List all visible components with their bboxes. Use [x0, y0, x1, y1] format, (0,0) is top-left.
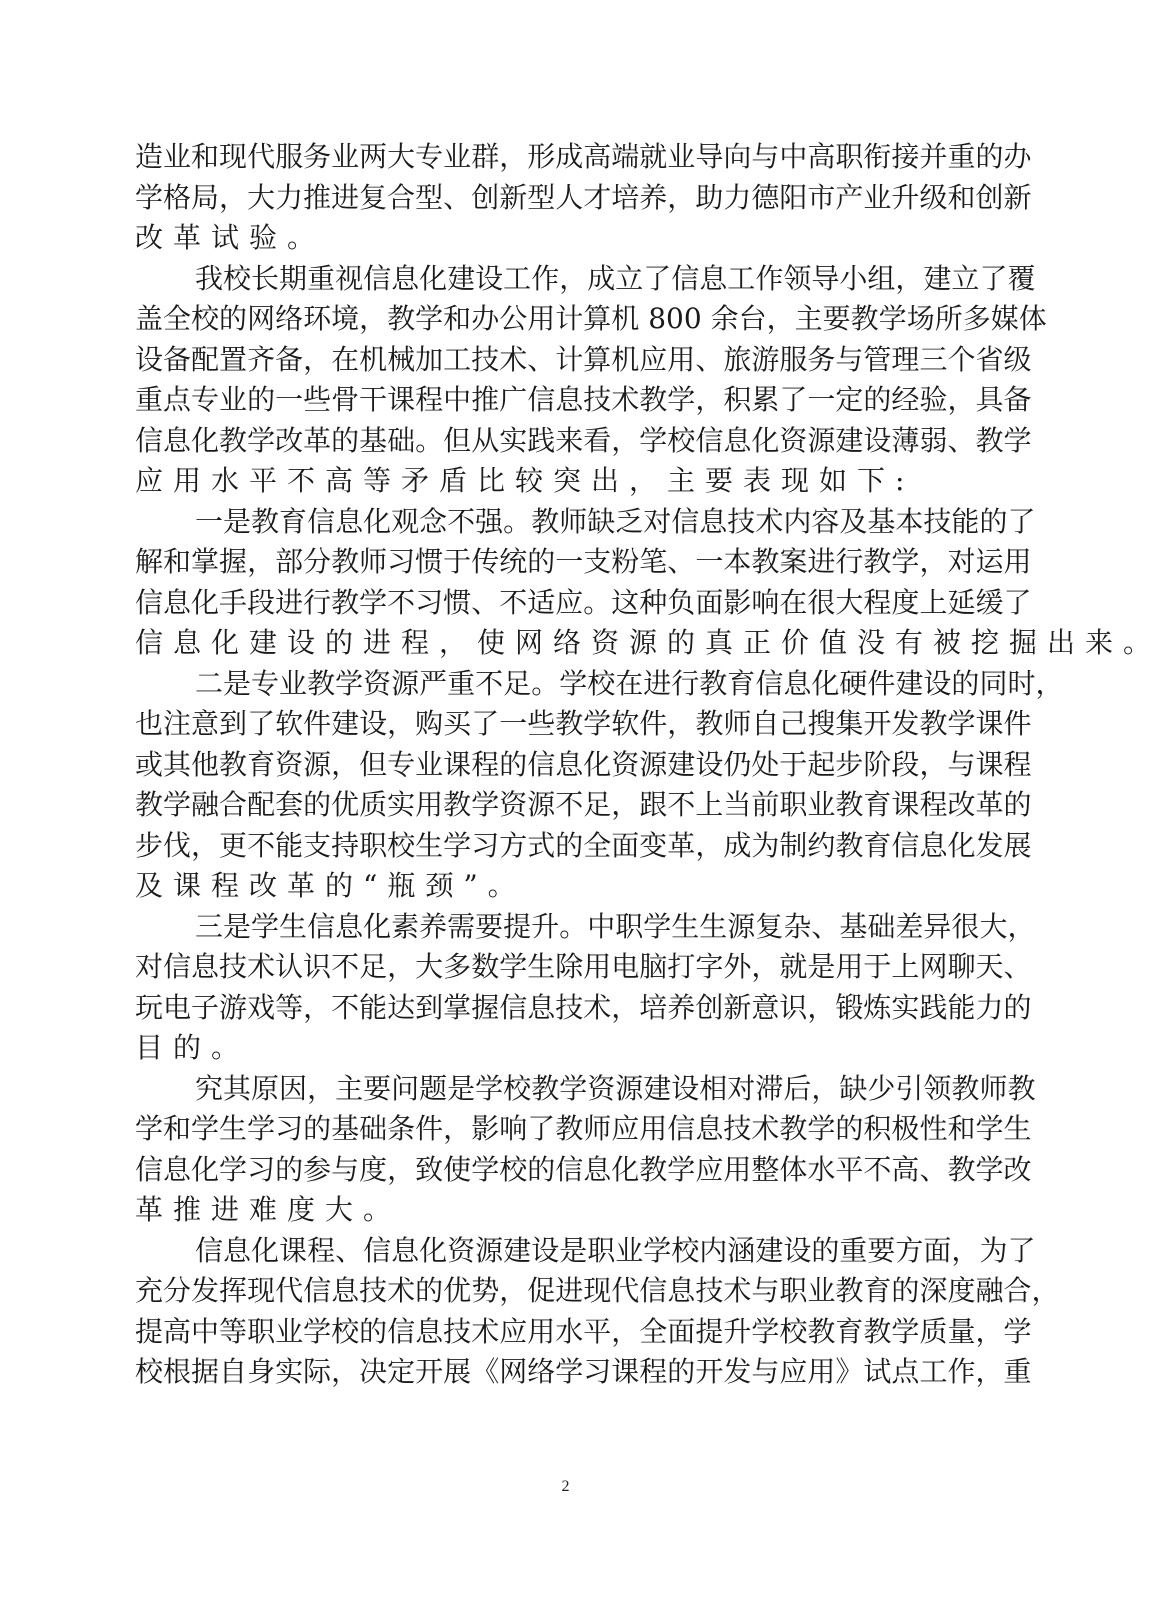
- text-line: 革推进难度大。: [135, 1193, 402, 1226]
- paragraph: [135, 259, 1047, 502]
- text-line: 我 校 长 期 重 视 信 息 化 建 设 工 作 ， 成 立 了 信 息 工 作 领 导 小 组 ， 建 立 了 覆: [195, 261, 1036, 295]
- document-body: [135, 137, 1161, 1393]
- text-line: 也 注 意 到 了 软 件 建 设 ， 购 买 了 一 些 教 学 软 件 ， 教 师 自 己 搜 集 开 发 教 学 课 件: [135, 707, 1032, 740]
- text-line: 校 根 据 自 身 实 际 ， 决 定 开 展 《 网 络 学 习 课 程 的 开 发 与 应 用 》 试 点 工 作 ， 重: [135, 1355, 1032, 1388]
- text-line: 究 其 原 因 ， 主 要 问 题 是 学 校 教 学 资 源 建 设 相 对 滞 后 ， 缺 少 引 领 教 师 教: [195, 1071, 1036, 1105]
- text-line: 信 息 化 手 段 进 行 教 学 不 习 惯 、 不 适 应 。 这 种 负 面 影 响 在 很 大 程 度 上 延 缓 了: [135, 585, 1032, 619]
- text-line: 信息化建设的进程，使网络资源的真正价值没有被挖掘出来。: [135, 626, 1161, 659]
- text-line: 目的。: [135, 1031, 250, 1064]
- text-line: 三 是 学 生 信 息 化 素 养 需 要 提 升 。 中 职 学 生 生 源 复 杂 、 基 础 差 异 很 大 ，: [195, 909, 1036, 943]
- paragraph: [135, 664, 1064, 907]
- paragraph: [135, 907, 1036, 1069]
- text-line: 解 和 掌 握 ， 部 分 教 师 习 惯 于 传 统 的 一 支 粉 笔 、 一 本 教 案 进 行 教 学 ， 对 运 用: [135, 545, 1032, 578]
- paragraph: [135, 1069, 1036, 1231]
- text-line: 二 是 专 业 教 学 资 源 严 重 不 足 。 学 校 在 进 行 教 育 信 息 化 硬 件 建 设 的 同 时 ，: [195, 666, 1064, 700]
- text-line: 造 业 和 现 代 服 务 业 两 大 专 业 群 ， 形 成 高 端 就 业 导 向 与 中 高 职 衔 接 并 重 的 办: [135, 140, 1032, 173]
- text-line: 盖 全 校 的 网 络 环 境 ， 教 学 和 办 公 用 计 算 机 8 0 0 余 台 ， 主 要 教 学 场 所 多 媒 体: [135, 302, 1047, 335]
- text-line: 学 和 学 生 学 习 的 基 础 条 件 ， 影 响 了 教 师 应 用 信 息 技 术 教 学 的 积 极 性 和 学 生: [135, 1112, 1032, 1145]
- text-line: 重 点 专 业 的 一 些 骨 干 课 程 中 推 广 信 息 技 术 教 学 ， 积 累 了 一 定 的 经 验 ， 具 备: [135, 383, 1032, 416]
- text-line: 设 备 配 置 齐 备 ， 在 机 械 加 工 技 术 、 计 算 机 应 用 、 旅 游 服 务 与 管 理 三 个 省 级: [135, 342, 1032, 376]
- page-number: 2: [561, 1478, 570, 1495]
- text-line: 应用水平不高等矛盾比较突出，主要表现如下:: [135, 464, 915, 497]
- paragraph: [135, 502, 1161, 664]
- text-line: 对 信 息 技 术 认 识 不 足 ， 大 多 数 学 生 除 用 电 脑 打 字 外 ， 就 是 用 于 上 网 聊 天 、: [135, 950, 1032, 983]
- text-line: 改革试验。: [135, 221, 326, 254]
- text-line: 及课程改革的“瓶颈”。: [135, 869, 526, 902]
- text-line: 学 格 局 ， 大 力 推 进 复 合 型 、 创 新 型 人 才 培 养 ， 助 力 德 阳 市 产 业 升 级 和 创 新: [135, 180, 1032, 214]
- text-line: 提 高 中 等 职 业 学 校 的 信 息 技 术 应 用 水 平 ， 全 面 提 升 学 校 教 育 教 学 质 量 ， 学: [135, 1314, 1032, 1348]
- text-line: 教 学 融 合 配 套 的 优 质 实 用 教 学 资 源 不 足 ， 跟 不 上 当 前 职 业 教 育 课 程 改 革 的: [135, 788, 1032, 821]
- text-line: 一 是 教 育 信 息 化 观 念 不 强 。 教 师 缺 乏 对 信 息 技 术 内 容 及 基 本 技 能 的 了: [195, 504, 1036, 538]
- text-line: 玩 电 子 游 戏 等 ， 不 能 达 到 掌 握 信 息 技 术 ， 培 养 创 新 意 识 ， 锻 炼 实 践 能 力 的: [135, 990, 1032, 1024]
- text-line: 或 其 他 教 育 资 源 ， 但 专 业 课 程 的 信 息 化 资 源 建 设 仍 处 于 起 步 阶 段 ， 与 课 程: [135, 747, 1032, 781]
- paragraph: [135, 1231, 1060, 1393]
- text-line: 信 息 化 课 程 、 信 息 化 资 源 建 设 是 职 业 学 校 内 涵 建 设 的 重 要 方 面 ， 为 了: [195, 1233, 1036, 1267]
- text-line: 步 伐 ， 更 不 能 支 持 职 校 生 学 习 方 式 的 全 面 变 革 ， 成 为 制 约 教 育 信 息 化 发 展: [135, 828, 1032, 862]
- text-line: 信 息 化 教 学 改 革 的 基 础 。 但 从 实 践 来 看 ， 学 校 信 息 化 资 源 建 设 薄 弱 、 教 学: [135, 423, 1032, 457]
- paragraph: [135, 137, 1032, 259]
- text-line: 充 分 发 挥 现 代 信 息 技 术 的 优 势 ， 促 进 现 代 信 息 技 术 与 职 业 教 育 的 深 度 融 合 ，: [135, 1274, 1060, 1307]
- text-line: 信 息 化 学 习 的 参 与 度 ， 致 使 学 校 的 信 息 化 教 学 应 用 整 体 水 平 不 高 、 教 学 改: [135, 1152, 1032, 1186]
